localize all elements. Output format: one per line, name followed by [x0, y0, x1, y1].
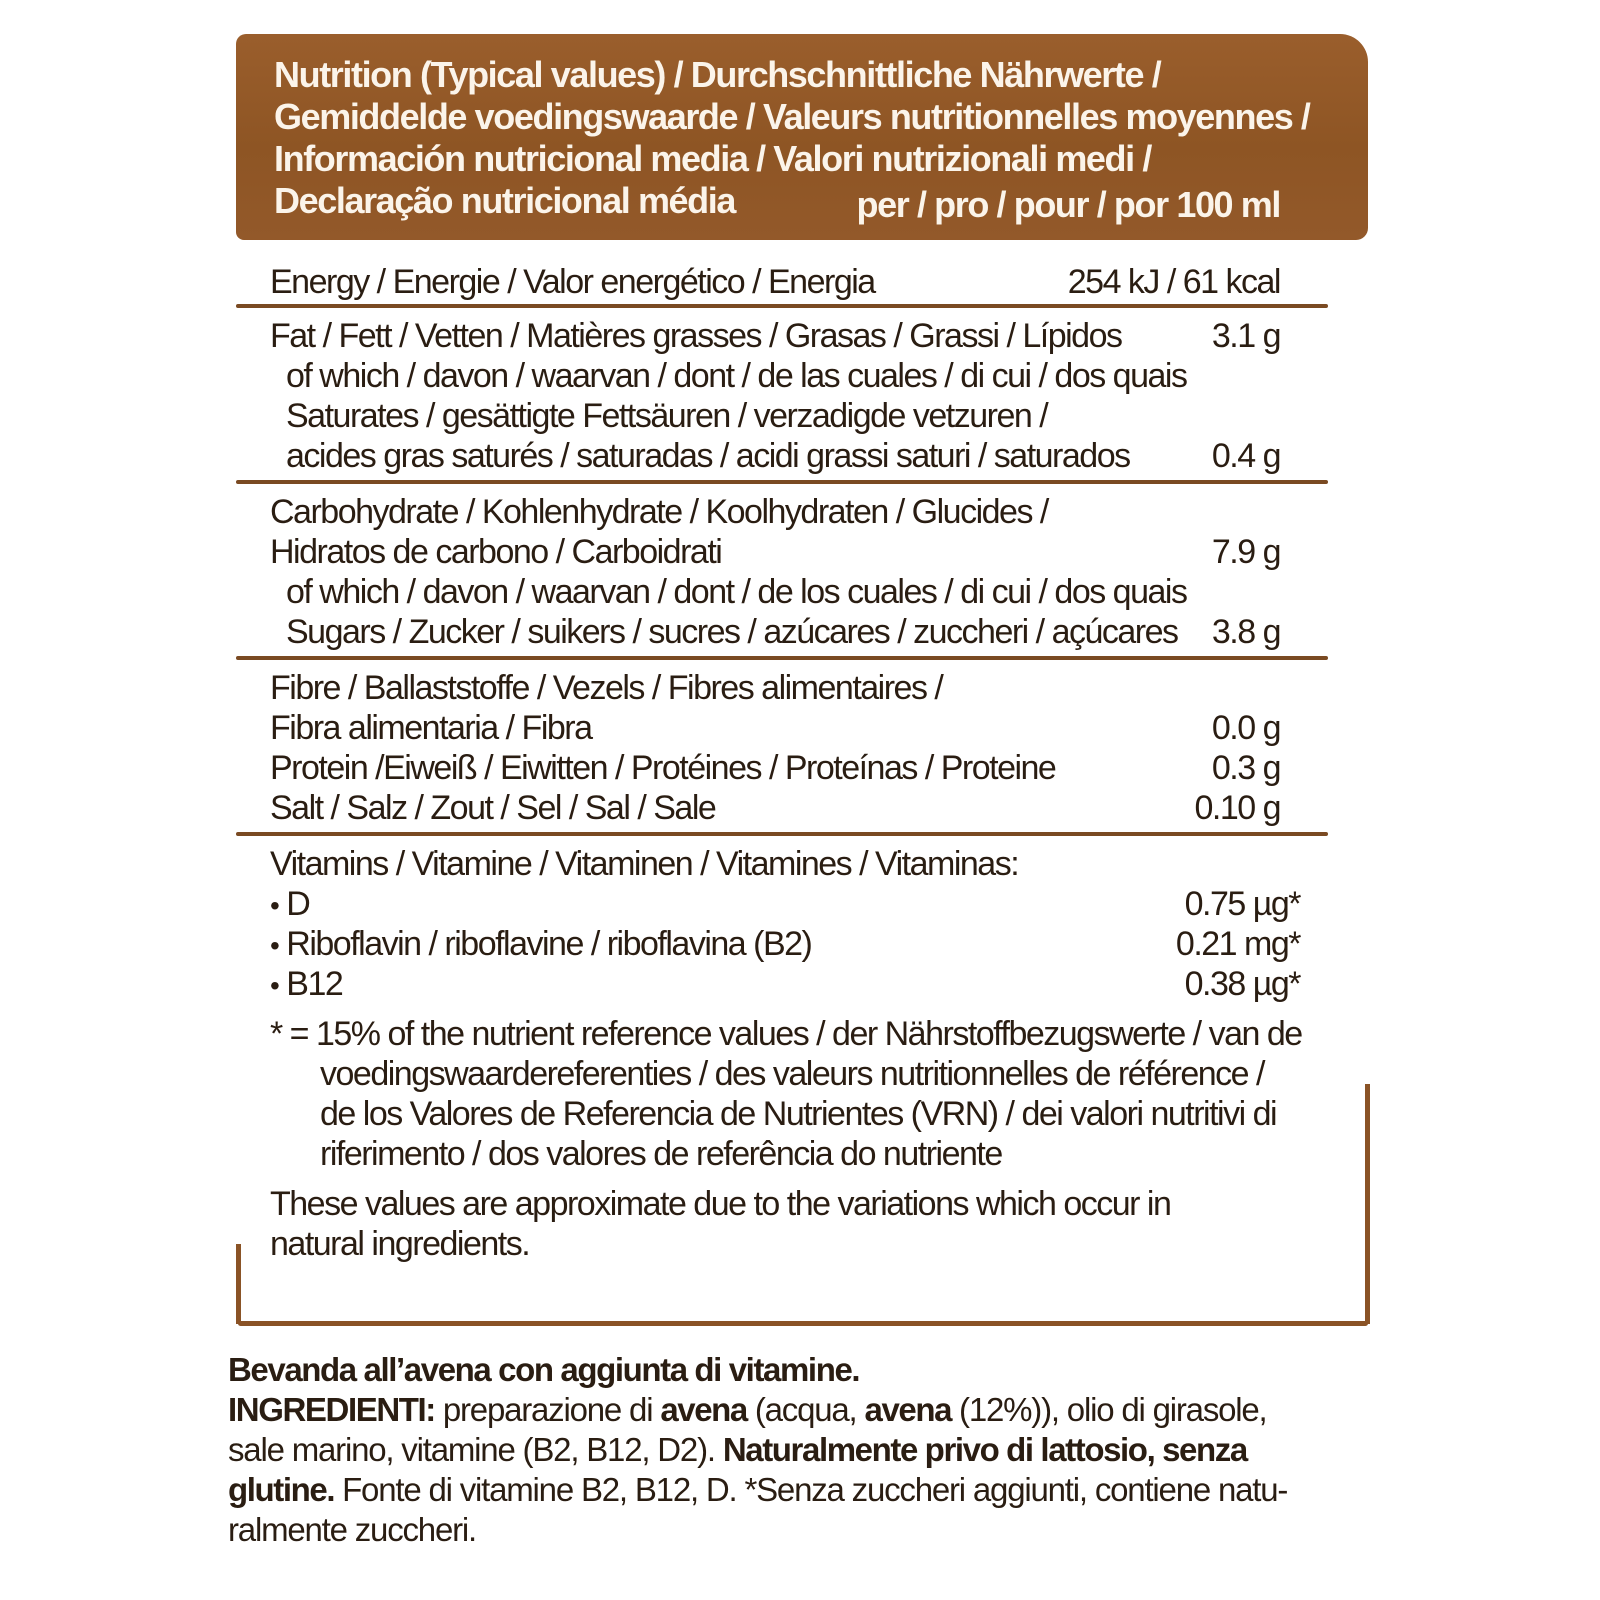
ingredients-bold: Naturalmente privo di lattosio, senza — [722, 1431, 1247, 1468]
ingredients-label: INGREDIENTI: — [228, 1391, 435, 1428]
ingredients-title-line — [228, 1350, 1368, 1390]
divider — [236, 656, 1328, 660]
nutrition-panel — [236, 34, 1368, 1330]
protein-label: Protein /Eiweiß / Eiwitten / Protéines / Proteínas / Proteine — [270, 749, 1056, 787]
vitamin-label: B12 — [286, 965, 343, 1003]
energy-value: 254 kJ / 61 kcal — [1067, 263, 1280, 301]
header-line-3: Información nutricional media / Valori nutrizionali medi / — [274, 138, 1151, 179]
vitamin-label: D — [286, 885, 310, 923]
disclaimer-line-1: These values are approximate due to the variations which occur in — [270, 1185, 1171, 1223]
divider — [236, 304, 1328, 308]
footnote-line-2: voedingswaardereferenties / des valeurs nutritionnelles de référence / — [320, 1055, 1264, 1093]
energy-label: Energy / Energie / Valor energético / Energia — [270, 263, 875, 301]
bullet-icon: • — [270, 930, 279, 961]
header-line-2: Gemiddelde voedingswaarde / Valeurs nutritionnelles moyennes / — [274, 96, 1310, 137]
saturates-label-2: acides gras saturés / saturadas / acidi grassi saturi / saturados — [286, 437, 1130, 475]
ingredients-text: ralmente zuccheri. — [228, 1511, 477, 1548]
bullet-icon: • — [270, 970, 279, 1001]
ingredients-line — [228, 1390, 1368, 1430]
sugars-label: Sugars / Zucker / suikers / sucres / azúcares / zuccheri / açúcares — [286, 613, 1178, 651]
fibre-value: 0.0 g — [1211, 709, 1280, 747]
ingredients-text: (acqua, — [746, 1391, 865, 1428]
vitamin-value: 0.38 µg* — [1184, 965, 1300, 1003]
ingredients-text: (12%)), olio di girasole, — [951, 1391, 1267, 1428]
fibre-label-1: Fibre / Ballaststoffe / Vezels / Fibres alimentaires / — [270, 669, 943, 707]
saturates-value: 0.4 g — [1211, 437, 1280, 475]
footnote-line-1: * = 15% of the nutrient reference values / der Nährstoffbezugswerte / van de — [270, 1015, 1302, 1053]
vitamins-heading: Vitamins / Vitamine / Vitaminen / Vitamines / Vitaminas: — [270, 845, 1019, 883]
vitamin-item — [270, 924, 811, 966]
bullet-icon: • — [270, 890, 279, 921]
frame-edge — [238, 1321, 1368, 1326]
product-title: Bevanda all’avena con aggiunta di vitamine. — [228, 1351, 860, 1388]
fat-label: Fat / Fett / Vetten / Matières grasses / Grasas / Grassi / Lípidos — [270, 317, 1122, 355]
header-line-4: Declaração nutricional média — [274, 180, 735, 221]
ingredients-bold: avena — [660, 1391, 747, 1428]
header-line-1: Nutrition (Typical values) / Durchschnittliche Nährwerte / — [274, 54, 1161, 95]
fat-value: 3.1 g — [1211, 317, 1280, 355]
ingredients-line — [228, 1510, 1368, 1550]
salt-label: Salt / Salz / Zout / Sel / Sal / Sale — [270, 789, 716, 827]
vitamin-value: 0.75 µg* — [1184, 885, 1300, 923]
ingredients-bold: glutine. — [228, 1471, 335, 1508]
carbs-label-1: Carbohydrate / Kohlenhydrate / Koolhydraten / Glucides / — [270, 493, 1048, 531]
nutrition-header — [236, 34, 1368, 240]
carbs-label-2: Hidratos de carbono / Carboidrati — [270, 533, 722, 571]
footnote-line-3: de los Valores de Referencia de Nutrientes (VRN) / dei valori nutritivi di — [320, 1095, 1277, 1133]
footnote-line-4: riferimento / dos valores de referência do nutriente — [320, 1135, 1002, 1173]
ingredients-block — [228, 1350, 1368, 1550]
fat-of-which: of which / davon / waarvan / dont / de las cuales / di cui / dos quais — [286, 357, 1187, 395]
disclaimer-line-2: natural ingredients. — [270, 1225, 530, 1263]
divider — [236, 832, 1328, 836]
vitamin-item — [270, 964, 342, 1006]
carbs-of-which: of which / davon / waarvan / dont / de los cuales / di cui / dos quais — [286, 573, 1187, 611]
ingredients-bold: avena — [864, 1391, 952, 1428]
per-100ml-label: per / pro / pour / por 100 ml — [856, 184, 1280, 225]
vitamin-item — [270, 884, 309, 926]
ingredients-line — [228, 1470, 1368, 1510]
ingredients-text: sale marino, vitamine (B2, B12, D2). — [228, 1431, 723, 1468]
ingredients-text: Fonte di vitamine B2, B12, D. *Senza zuccheri aggiunti, contiene natu- — [334, 1471, 1288, 1508]
frame-edge — [236, 1244, 241, 1324]
ingredients-text: preparazione di — [434, 1391, 661, 1428]
vitamin-value: 0.21 mg* — [1175, 925, 1300, 963]
vitamin-label: Riboflavin / riboflavine / riboflavina (B2) — [286, 925, 812, 963]
frame-edge — [1365, 1084, 1370, 1324]
carbs-value: 7.9 g — [1211, 533, 1280, 571]
protein-value: 0.3 g — [1211, 749, 1280, 787]
divider — [236, 480, 1328, 484]
fibre-label-2: Fibra alimentaria / Fibra — [270, 709, 592, 747]
ingredients-line — [228, 1430, 1368, 1470]
saturates-label-1: Saturates / gesättigte Fettsäuren / verzadigde vetzuren / — [286, 397, 1048, 435]
salt-value: 0.10 g — [1194, 789, 1280, 827]
sugars-value: 3.8 g — [1211, 613, 1280, 651]
